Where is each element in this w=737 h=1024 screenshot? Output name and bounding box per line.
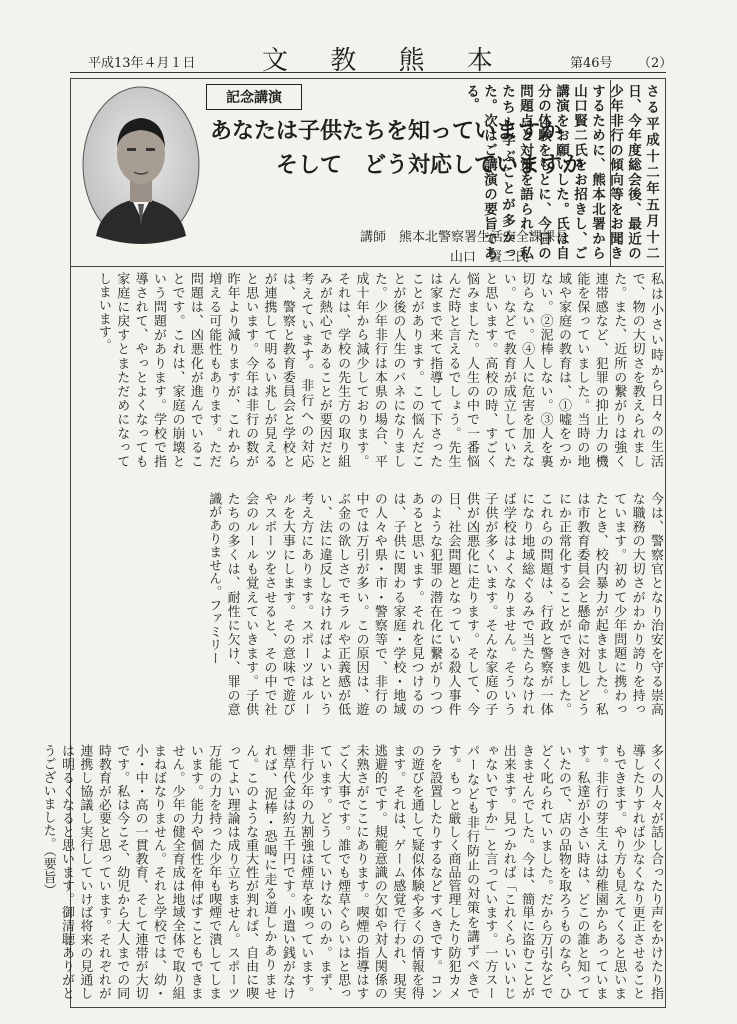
issue-number: 第46号: [570, 56, 613, 71]
body-text-lower: 多くの人々が話し合ったり声をかけたり指導したりすれば少なくなり更正させることもできます。やり方も見えてくると思います。非行の芽生えは幼稚園からあっています。私達が小さい時は、どこの誰と知っていたので、店の品物を取ろうものなら、ひどく叱られていました。だから万引などできませんでした。今は、簡単に盗むことが出来ます。見つかれば「これくらいいいじゃないですか」と言っています。一方スーパーなども非行防止の対策を講ずべきです。もっと厳しく商品管理したり防犯カメラを設置したりするなどすべきです。コンの遊びを通して疑似体験や多くの情報を得ます。それは、ゲーム感覚で行われ、現実逃避的です。規範意識の欠如や対人関係の未熟さがここにあります。喫煙の指導はすごく大事です。誰でも煙草ぐらいはと思っています。どうしていけないのか。まず、非行少年の九割強は煙草を喫っています。煙草代金は約五千円です。小遣い銭がなければ、泥棒・恐喝に走る道しかありません。このような重大性が判れば、自由に喫ってよい理論は成り立ちません。スポーツ万能の力を持った少年も喫煙で潰してしまいます。能力や個性を伸ばすこともできません。少年の健全育成は地域全体で取り組まねばなりません。それと学校では、幼・小・中・高の一貫教育、そして連帯が大切です。私は今こそ、幼児から大人までの同時教育が必要と思っています。それぞれが連携し協議し実行していけば将来の見通しは明るくなると思います。御清聴ありがとうございました。（要旨）: [40, 744, 663, 1000]
page-number: （2）: [638, 56, 673, 71]
body-text-middle: 今は、警察官となり治安を守る崇高な職務の大切さがわかり誇りを持っています。初めて少年問題に携わったとき、校内暴力が起きました。私は市教育委員会と懸命に対処しどうにか正常化することができました。これらの問題は、行政と警察が一体になり地域総ぐるみで当たらなければ学校はよくなりません。そういう子供が多くいます。そんな家庭の子供が凶悪化に走ります。そして、今日、社会問題となっている殺人事件のような犯罪の潜在化に繋がりつつあると思います。それを見つけるのは、子供に関わる家庭・学校・地域の人々や県・市・警察等で、非行の中では万引が多い。この原因は、遊ぶ金の欲しさでモラルや正義感が低い、法に違反しなければよいという考え方にあります。スポーツはルールを大事にします。その意味で遊びやスポーツをさせると、その中で社会のルールも覚えていきます。子供たちの多くは、耐性に欠け、罪の意識がありません。ファミリー: [206, 492, 663, 716]
article-title-line1: あなたは子供たちを知っていますか: [210, 119, 563, 144]
article-intro: さる平成十二年五月十二日、今年度総会後、最近の少年非行の傾向等をお聞きするために、熊本北署から山口賢二氏をお招きし、ご講演をお願いした。氏は自分の体験をもとに、今日の問題点と対策を語られ、私たちも学ぶことが多かった。次はご講演の要旨である。: [463, 84, 659, 260]
lecture-badge: 記念講演: [206, 84, 302, 110]
heading-divider: [70, 266, 664, 267]
header-rule: [70, 72, 666, 73]
newsletter-title: 文 教 熊 本: [262, 46, 510, 76]
speaker-photo: [82, 86, 200, 244]
article-title-line2: そして どう対応していますか: [276, 153, 585, 178]
speaker-role: 講師 熊本北警察署生活安全課課長: [360, 230, 569, 245]
body-text-upper: 私は小さい時から日々の生活で、物の大切さを教えられました。また、近所の繋がりは強く連帯感など、犯罪の抑止力の機能を保っていました。当時の地域や家庭の教育は、①嘘をつかない。②泥棒しない。③人を裏切らない。④人に危害を加えない。などで教育が成立していたと思います。高校の時、すごく悩みました。人生の中で一番悩んだ時と言えるでしょう。先生は家まで来て指導して下さったことがあります。この悩んだことが後の人生のバネになりました。少年非行は本県の場合、平成十年から減少しております。それは、学校の先生方の取り組みが熱心であることが要因だと考えています。非行への対応は、警察と教育委員会と学校とが連携して明るい兆しが見えると思います。今年は非行の数が昨年より減りますが、これから増える可能性もあります。ただ問題は、凶悪化が進んでいることです。これは、家庭の崩壊という問題があります。学校で指導されて、やっとよくなっても家庭に戻すとまただめになってしまいます。: [95, 272, 663, 468]
speaker-name: 山口 賢二氏: [450, 250, 529, 265]
issue-date: 平成13年４月１日: [88, 56, 196, 71]
